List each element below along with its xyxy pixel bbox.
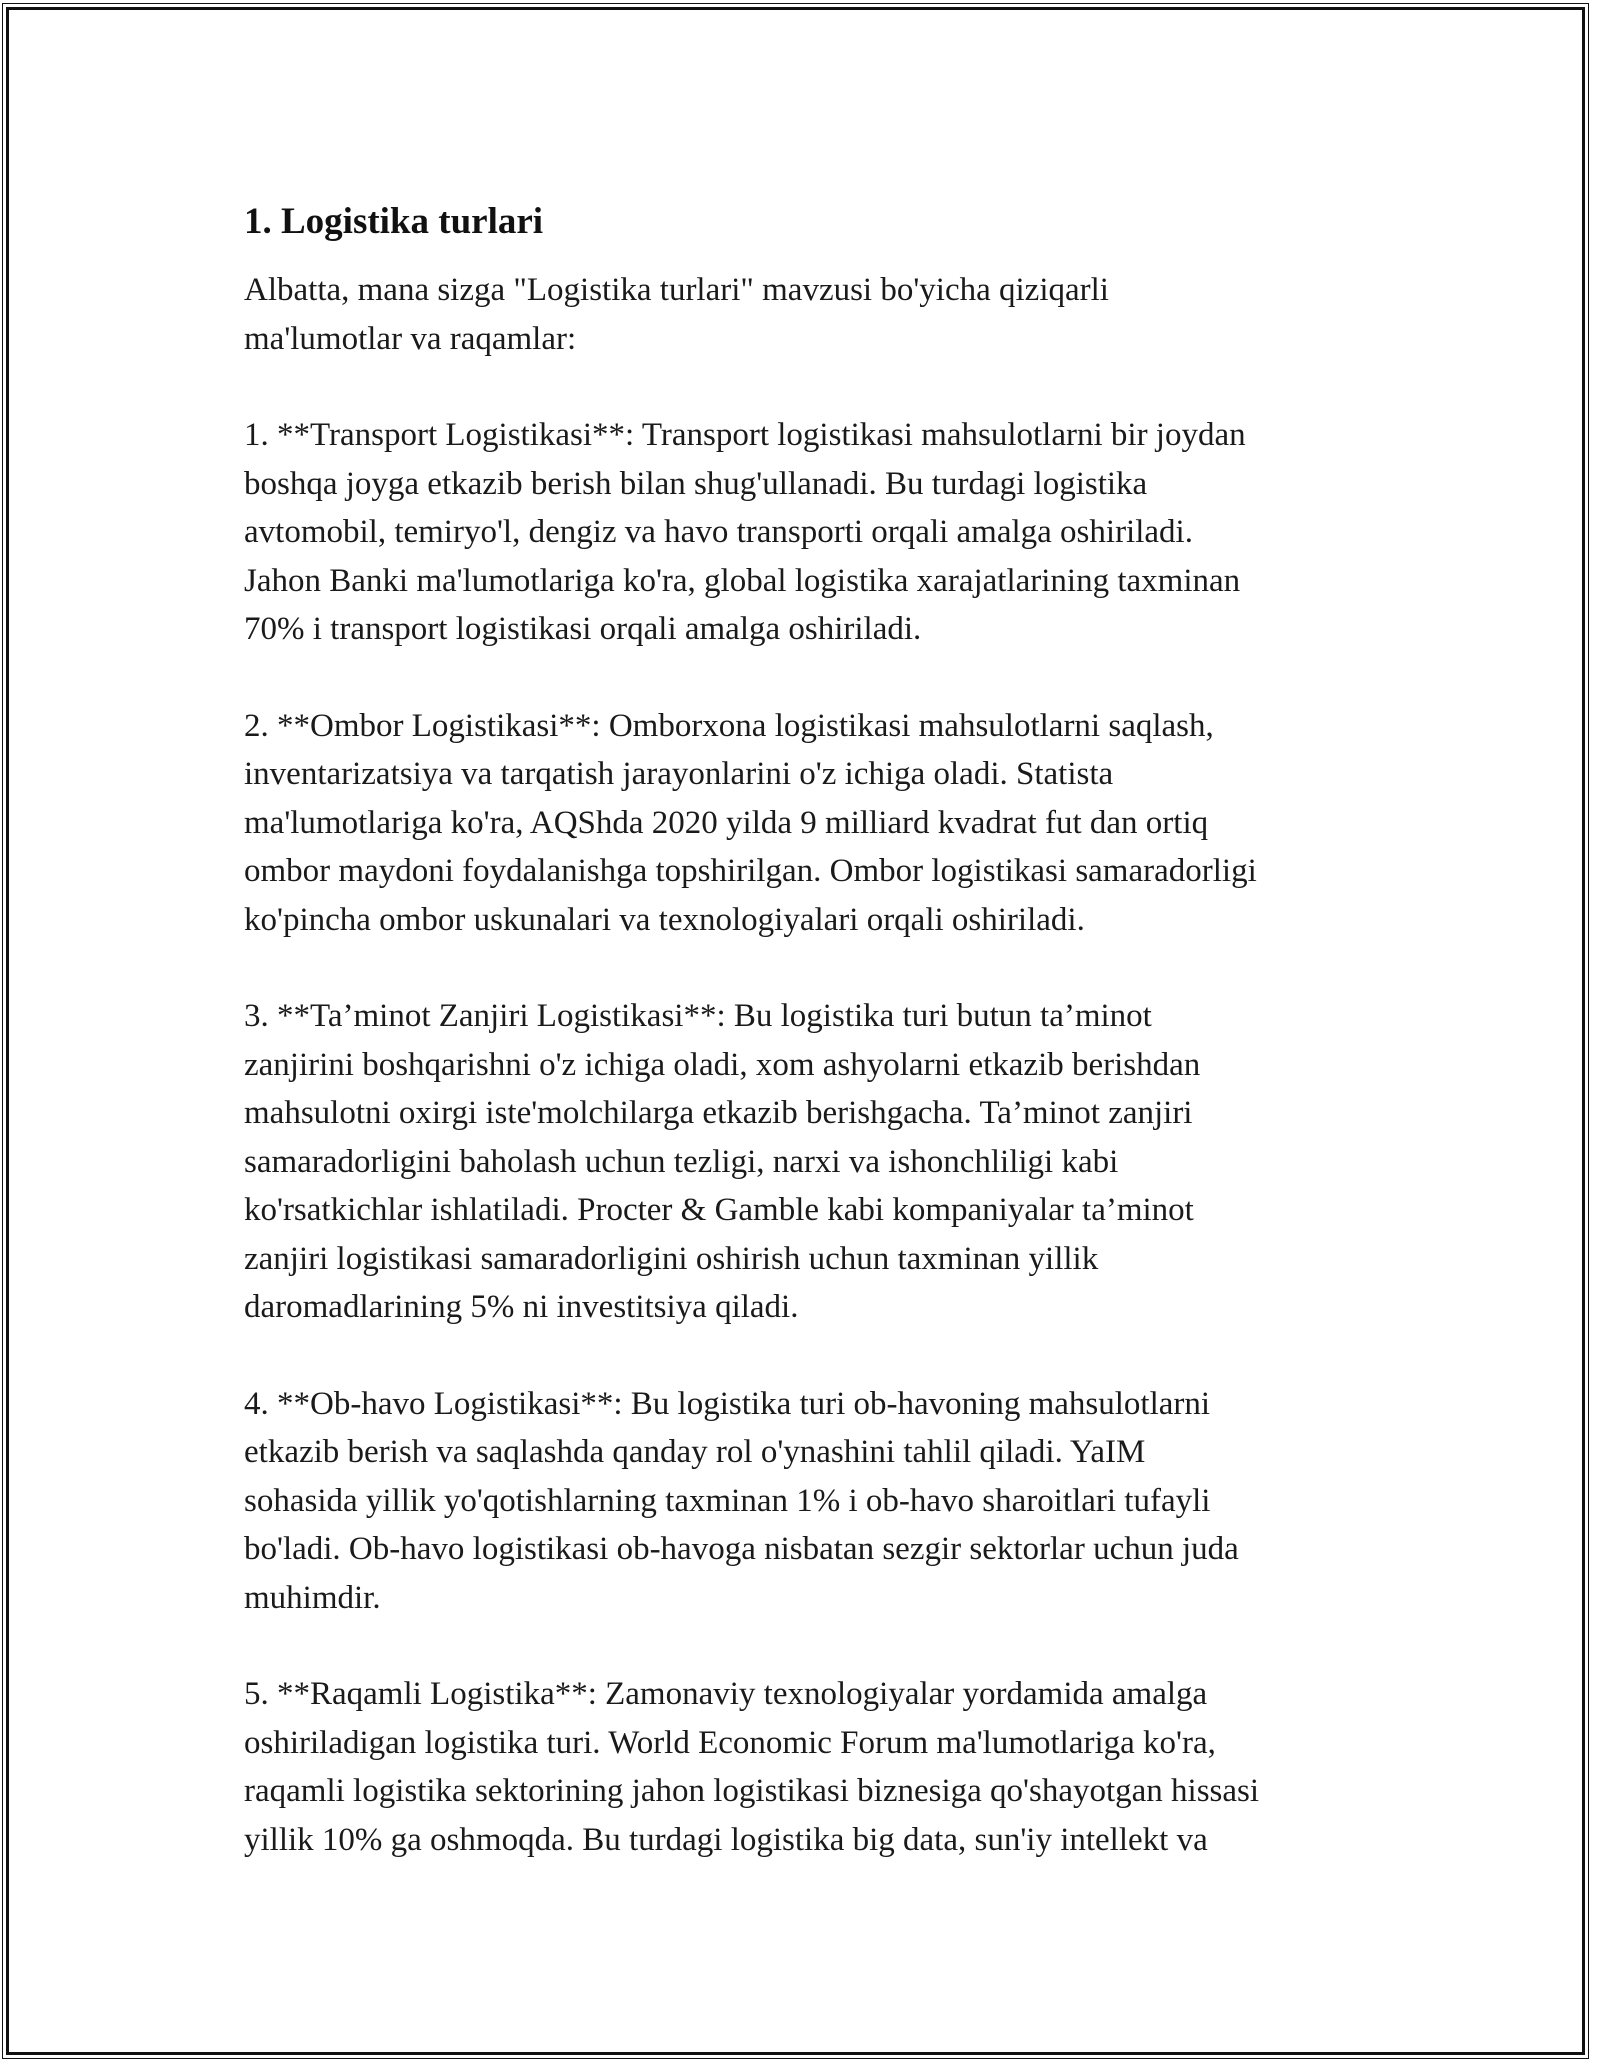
document-title: 1. Logistika turlari bbox=[244, 201, 544, 242]
paragraph-supply-chain-logistics: 3. **Ta’minot Zanjiri Logistikasi**: Bu logistika turi butun ta’minot zanjirini boshqarishni o'z ichiga oladi, xom ashyolarni etkazib berishdan mahsulotni oxirgi iste'molchilarga etkazib berishgacha. Ta’minot zanjiri samaradorligini baholash uchun tezligi, narxi va ishonchliligi kabi ko'rsatkichlar ishlatiladi. Procter & Gamble kabi kompaniyalar ta’minot zanjiri logistikasi samaradorligini oshirish uchun taxminan yillik daromadlarining 5% ni investitsiya qiladi. bbox=[244, 998, 1201, 1325]
paragraph-warehouse-logistics: 2. **Ombor Logistikasi**: Omborxona logistikasi mahsulotlarni saqlash, inventarizatsiya va tarqatish jarayonlarini o'z ichiga oladi. Statista ma'lumotlariga ko'ra, AQShda 2020 yilda 9 milliard kvadrat fut dan ortiq ombor maydoni foydalanishga topshirilgan. Ombor logistikasi samaradorligi ko'pincha ombor uskunalari va texnologiyalari orqali oshiriladi. bbox=[244, 707, 1257, 938]
paragraph-weather-logistics: 4. **Ob-havo Logistikasi**: Bu logistika turi ob-havoning mahsulotlarni etkazib berish va saqlashda qanday rol o'ynashini tahlil qiladi. YaIM sohasida yillik yo'qotishlarning taxminan 1% i ob-havo sharoitlari tufayli bo'ladi. Ob-havo logistikasi ob-havoga nisbatan sezgir sektorlar uchun juda muhimdir. bbox=[244, 1385, 1239, 1616]
document-body bbox=[244, 198, 1394, 1912]
page-frame bbox=[6, 7, 1585, 2055]
paragraph-digital-logistics: 5. **Raqamli Logistika**: Zamonaviy texnologiyalar yordamida amalga oshiriladigan logistika turi. World Economic Forum ma'lumotlariga ko'ra, raqamli logistika sektorining jahon logistikasi biznesiga qo'shayotgan hissasi yillik 10% ga oshmoqda. Bu turdagi logistika big data, sun'iy intellekt va bbox=[244, 1676, 1260, 1858]
paragraph-transport-logistics: 1. **Transport Logistikasi**: Transport logistikasi mahsulotlarni bir joydan boshqa joyga etkazib berish bilan shug'ullanadi. Bu turdagi logistika avtomobil, temiryo'l, dengiz va havo transporti orqali amalga oshiriladi. Jahon Banki ma'lumotlariga ko'ra, global logistika xarajatlarining taxminan 70% i transport logistikasi orqali amalga oshiriladi. bbox=[244, 417, 1246, 647]
intro-paragraph: Albatta, mana sizga "Logistika turlari" mavzusi bo'yicha qiziqarli ma'lumotlar va raqamlar: bbox=[244, 272, 1109, 357]
